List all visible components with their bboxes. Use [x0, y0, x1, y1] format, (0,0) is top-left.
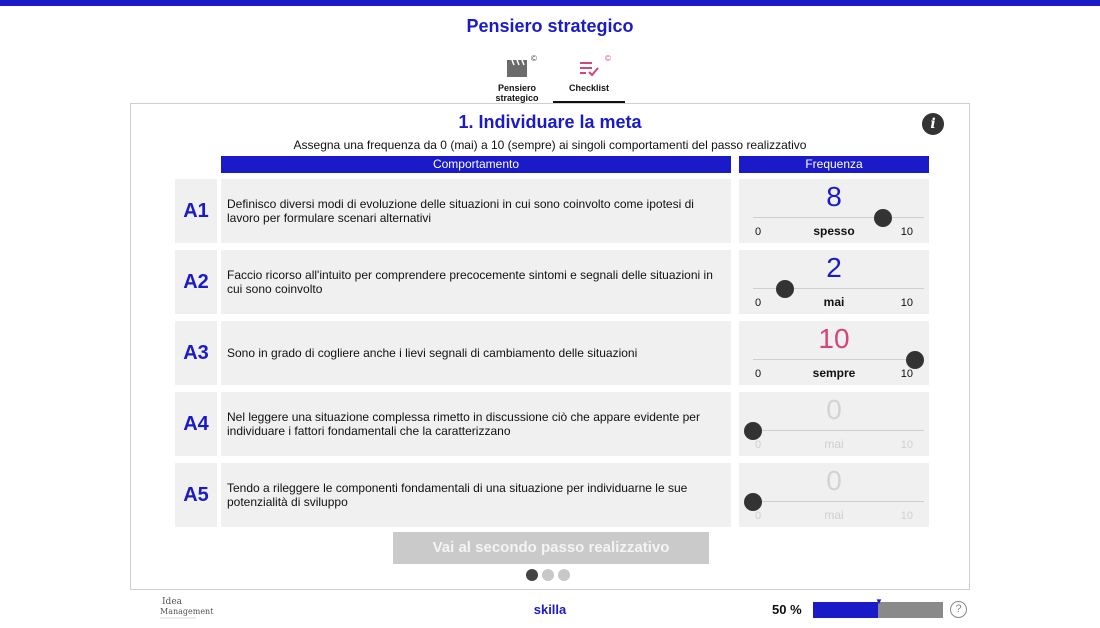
- column-header-behavior: Comportamento: [221, 156, 731, 173]
- frequency-value: 0: [826, 465, 842, 496]
- pager-dot[interactable]: [526, 569, 538, 581]
- idea-management-logo: [160, 594, 214, 624]
- progress-label: 50 %: [772, 602, 802, 617]
- step-title: 1. Individuare la meta: [458, 112, 642, 132]
- behavior-code: A4: [175, 392, 217, 456]
- top-accent-bar: [0, 0, 1100, 6]
- tab-pensiero-strategico[interactable]: [481, 56, 553, 104]
- next-step-button[interactable]: Vai al secondo passo realizzativo: [393, 532, 709, 564]
- behavior-code: A2: [175, 250, 217, 314]
- instruction-text: Assegna una frequenza da 0 (mai) a 10 (sempre) ai singoli comportamenti del passo realizzativo: [293, 138, 807, 152]
- slider-track[interactable]: [753, 430, 924, 431]
- tab-label: Pensiero strategico: [495, 83, 539, 103]
- tab-checklist[interactable]: [553, 56, 625, 104]
- behavior-text: Definisco diversi modi di evoluzione delle situazioni in cui sono coinvolto come ipotesi di lavoro per formulare scenari alternativi: [221, 179, 731, 243]
- pager-dot[interactable]: [542, 569, 554, 581]
- clapperboard-icon: [505, 58, 529, 78]
- slider-min-label: 0: [755, 368, 762, 380]
- frequency-value: 0: [826, 394, 842, 425]
- svg-text:Idea: Idea: [162, 597, 183, 607]
- behavior-code: A1: [175, 179, 217, 243]
- behavior-text: Sono in grado di cogliere anche i lievi segnali di cambiamento delle situazioni: [221, 321, 731, 385]
- frequency-value: 10: [818, 323, 850, 354]
- frequency-word: mai: [824, 437, 844, 451]
- progress-bar: [813, 597, 943, 618]
- checklist-card: [130, 103, 970, 590]
- help-icon[interactable]: ?: [950, 601, 967, 618]
- frequency-box: [739, 392, 929, 456]
- behavior-text: Faccio ricorso all'intuito per comprendere precocemente sintomi e segnali delle situazioni in cui sono coinvolto: [221, 250, 731, 314]
- frequency-value: 2: [826, 252, 842, 283]
- frequency-value: 8: [826, 181, 842, 212]
- progress-marker-icon: ▼: [875, 597, 883, 606]
- slider-max-label: 10: [900, 226, 913, 238]
- slider-max-label: 10: [900, 368, 913, 380]
- frequency-box: [739, 250, 929, 314]
- info-icon[interactable]: i: [922, 113, 944, 135]
- checklist-icon: [577, 58, 601, 78]
- frequency-box: [739, 179, 929, 243]
- behavior-code: A5: [175, 463, 217, 527]
- svg-text:Management: Management: [160, 607, 214, 616]
- frequency-box: [739, 321, 929, 385]
- slider-max-label: 10: [900, 510, 913, 522]
- logo-mark: [160, 594, 214, 624]
- slider-min-label: 0: [755, 226, 762, 238]
- copyright-icon: ©: [605, 54, 611, 63]
- slider-track[interactable]: [753, 359, 924, 360]
- frequency-word: mai: [823, 295, 845, 309]
- app-title: Pensiero strategico: [466, 16, 634, 36]
- slider-min-label: 0: [755, 510, 762, 522]
- progress-fill: [813, 602, 878, 618]
- frequency-box: [739, 463, 929, 527]
- slider-min-label: 0: [755, 439, 762, 451]
- slider-track[interactable]: [753, 501, 924, 502]
- tab-label: Checklist: [568, 83, 610, 93]
- slider-track[interactable]: [753, 217, 924, 218]
- frequency-word: sempre: [812, 366, 856, 380]
- frequency-word: mai: [824, 508, 844, 522]
- column-header-frequency: Frequenza: [739, 156, 929, 173]
- frequency-word: spesso: [813, 224, 855, 238]
- pager-dot[interactable]: [558, 569, 570, 581]
- slider-max-label: 10: [900, 439, 913, 451]
- slider-min-label: 0: [755, 297, 762, 309]
- copyright-icon: ©: [531, 54, 537, 63]
- behavior-code: A3: [175, 321, 217, 385]
- behavior-text: Nel leggere una situazione complessa rimetto in discussione ciò che appare evidente per individuare i fattori fondamentali che la caratterizzano: [221, 392, 731, 456]
- slider-max-label: 10: [900, 297, 913, 309]
- skilla-brand: skilla: [533, 602, 567, 617]
- pager-dots: [526, 569, 570, 581]
- behavior-text: Tendo a rileggere le componenti fondamentali di una situazione per individuarne le sue potenzialità di sviluppo: [221, 463, 731, 527]
- tab-bar: [481, 56, 625, 104]
